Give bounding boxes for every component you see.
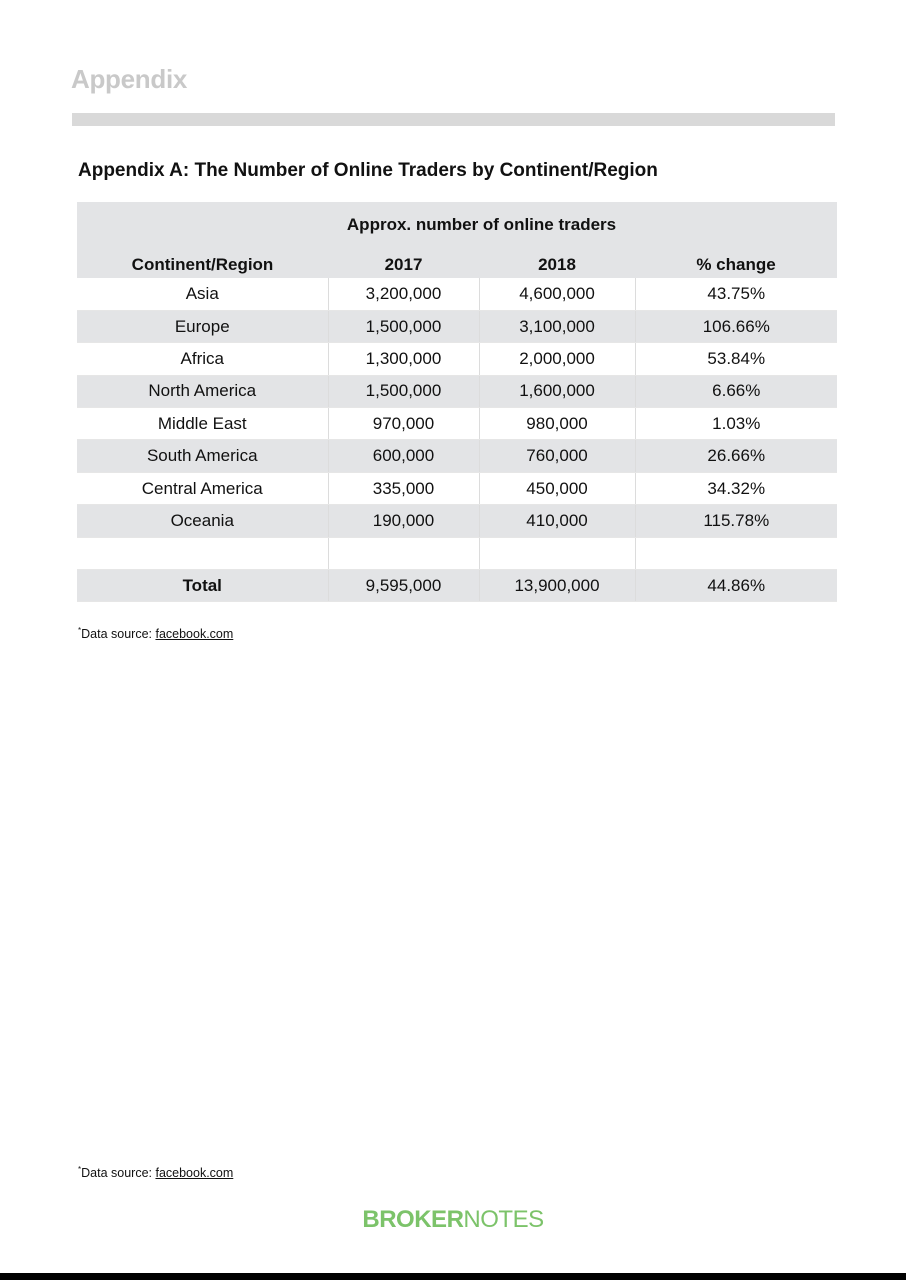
- cell-2018: 410,000: [479, 505, 635, 537]
- cell-empty: [479, 537, 635, 569]
- cell-2017: 335,000: [328, 472, 479, 504]
- table-group-header-row: [77, 202, 837, 246]
- cell-change: 53.84%: [635, 343, 837, 375]
- col-header-change: % change: [696, 255, 776, 274]
- footer-data-source-note: [78, 1165, 233, 1180]
- table-row: [77, 440, 837, 472]
- cell-change: 115.78%: [635, 505, 837, 537]
- cell-region: Europe: [77, 310, 328, 342]
- cell-change: 34.32%: [635, 472, 837, 504]
- cell-2017: 600,000: [328, 440, 479, 472]
- cell-region: Oceania: [77, 505, 328, 537]
- cell-change: 6.66%: [635, 375, 837, 407]
- table-column-header-row: [77, 246, 837, 278]
- group-header-approx-traders: Approx. number of online traders: [346, 215, 617, 234]
- table-row: [77, 343, 837, 375]
- table-row: [77, 472, 837, 504]
- data-source-note: [78, 626, 233, 641]
- data-source-link[interactable]: facebook.com: [155, 627, 234, 642]
- col-header-region: Continent/Region: [131, 255, 274, 274]
- cell-2017: 1,300,000: [328, 343, 479, 375]
- table-blank-row: [77, 537, 837, 569]
- table-row: [77, 505, 837, 537]
- section-title: Appendix: [71, 64, 188, 94]
- data-source-link[interactable]: facebook.com: [155, 1166, 234, 1181]
- cell-2017: 1,500,000: [328, 310, 479, 342]
- online-traders-table: [77, 202, 837, 602]
- table-total-row: [77, 570, 837, 602]
- section-divider: [72, 113, 835, 126]
- col-header-2017: 2017: [384, 255, 423, 274]
- cell-total-change: 44.86%: [635, 570, 837, 602]
- cell-region: Middle East: [77, 408, 328, 440]
- footnote-marker: *: [78, 1165, 82, 1174]
- cell-2017: 970,000: [328, 408, 479, 440]
- cell-2018: 1,600,000: [479, 375, 635, 407]
- cell-2017: 190,000: [328, 505, 479, 537]
- cell-2017: 1,500,000: [328, 375, 479, 407]
- cell-empty: [635, 537, 837, 569]
- table-row: [77, 278, 837, 310]
- cell-empty: [77, 537, 328, 569]
- cell-region: Asia: [77, 278, 328, 310]
- table-header-spacer: [635, 202, 837, 246]
- table-row: [77, 408, 837, 440]
- data-source-label: Data source:: [81, 1166, 156, 1181]
- cell-2018: 4,600,000: [479, 278, 635, 310]
- cell-region: Central America: [77, 472, 328, 504]
- logo-text-broker: BROKER: [362, 1206, 464, 1233]
- data-source-label: Data source:: [81, 627, 156, 642]
- cell-2018: 3,100,000: [479, 310, 635, 342]
- brokernotes-logo: [0, 1206, 906, 1234]
- cell-region: South America: [77, 440, 328, 472]
- cell-region: Africa: [77, 343, 328, 375]
- cell-empty: [328, 537, 479, 569]
- table-row: [77, 375, 837, 407]
- cell-2018: 760,000: [479, 440, 635, 472]
- logo-text-notes: NOTES: [463, 1206, 544, 1233]
- table-row: [77, 310, 837, 342]
- cell-2017: 3,200,000: [328, 278, 479, 310]
- cell-2018: 2,000,000: [479, 343, 635, 375]
- page-bottom-bar: [0, 1273, 906, 1280]
- cell-change: 1.03%: [635, 408, 837, 440]
- cell-region: North America: [77, 375, 328, 407]
- col-header-2018: 2018: [538, 255, 576, 274]
- cell-total-2017: 9,595,000: [328, 570, 479, 602]
- cell-total-2018: 13,900,000: [479, 570, 635, 602]
- cell-2018: 450,000: [479, 472, 635, 504]
- footnote-marker: *: [78, 626, 82, 635]
- cell-change: 43.75%: [635, 278, 837, 310]
- cell-2018: 980,000: [479, 408, 635, 440]
- appendix-heading: Appendix A: The Number of Online Traders by Continent/Region: [78, 160, 658, 181]
- cell-change: 26.66%: [635, 440, 837, 472]
- cell-total-label: Total: [77, 570, 328, 602]
- table-header-spacer: [77, 202, 328, 246]
- cell-change: 106.66%: [635, 310, 837, 342]
